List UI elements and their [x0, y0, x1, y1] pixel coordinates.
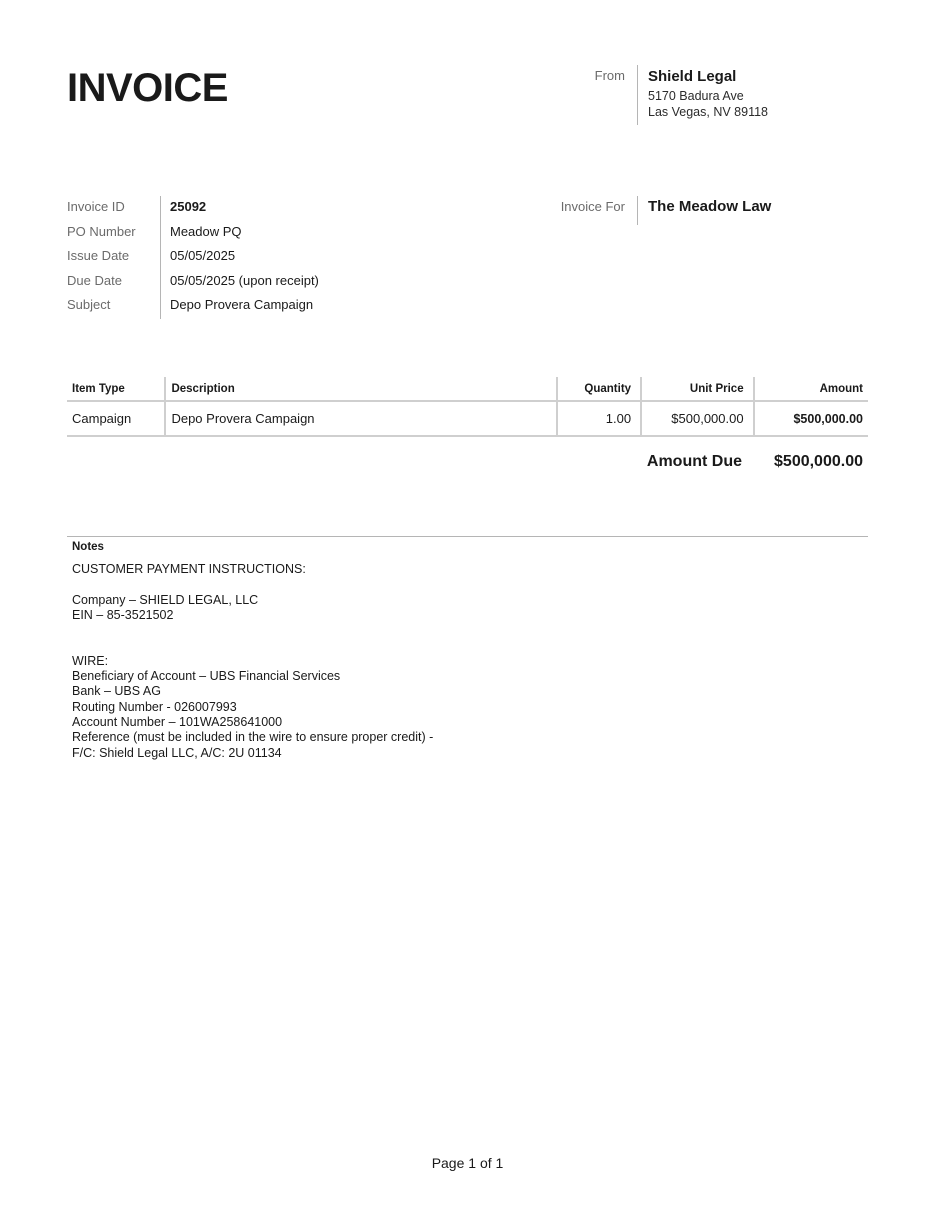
table-header-row: [67, 377, 868, 401]
invoice-for-label: Invoice For: [560, 199, 625, 214]
notes-line: [72, 577, 433, 592]
table-row: [67, 401, 868, 436]
recipient-name: The Meadow Law: [648, 198, 772, 215]
notes-title: Notes: [72, 541, 104, 553]
due-date-value: 05/05/2025 (upon receipt): [170, 272, 319, 288]
invoice-for-divider: [637, 196, 638, 225]
meta-divider: [160, 196, 161, 319]
invoice-id-value: 25092: [170, 199, 207, 214]
amount-due-value: $500,000.00: [774, 453, 863, 470]
notes-line: Beneficiary of Account – UBS Financial Services: [72, 669, 341, 684]
po-number-label: PO Number: [67, 223, 136, 239]
sender-address: [648, 88, 768, 120]
notes-line: CUSTOMER PAYMENT INSTRUCTIONS:: [72, 562, 306, 576]
po-number-value: Meadow PQ: [170, 223, 242, 239]
header-description: Description: [165, 377, 557, 401]
cell-quantity: 1.00: [557, 401, 641, 436]
line-items-table: [67, 377, 868, 437]
invoice-meta-labels: [67, 199, 136, 322]
subject-label: Subject: [67, 297, 111, 313]
due-date-label: Due Date: [67, 272, 122, 288]
notes-line: F/C: Shield Legal LLC, A/C: 2U 01134: [72, 745, 282, 760]
issue-date-label: Issue Date: [67, 248, 130, 264]
amount-due-label: Amount Due: [646, 453, 742, 470]
header-quantity: Quantity: [557, 377, 641, 401]
invoice-meta-values: [170, 199, 319, 322]
invoice-id-label: Invoice ID: [67, 199, 125, 214]
header-amount: Amount: [754, 377, 868, 401]
page-indicator: Page 1 of 1: [431, 1155, 504, 1171]
notes-line: Routing Number - 026007993: [72, 699, 237, 714]
notes-line: Account Number – 101WA258641000: [72, 714, 283, 729]
sender-address-line2: Las Vegas, NV 89118: [648, 105, 768, 119]
header-item-type: Item Type: [67, 377, 165, 401]
cell-item-type: Campaign: [67, 401, 165, 436]
notes-line: [72, 638, 433, 653]
cell-unit-price: $500,000.00: [641, 401, 754, 436]
issue-date-value: 05/05/2025: [170, 248, 236, 264]
sender-address-line1: 5170 Badura Ave: [648, 89, 744, 103]
subject-value: Depo Provera Campaign: [170, 297, 314, 313]
header-unit-price: Unit Price: [641, 377, 754, 401]
from-divider: [637, 65, 638, 125]
notes-line: WIRE:: [72, 653, 109, 668]
cell-description: Depo Provera Campaign: [165, 401, 557, 436]
cell-amount: $500,000.00: [754, 401, 868, 436]
from-label: From: [594, 68, 625, 83]
notes-line: Company – SHIELD LEGAL, LLC: [72, 592, 259, 607]
sender-name: Shield Legal: [648, 68, 737, 85]
notes-line: Reference (must be included in the wire to ensure proper credit) -: [72, 730, 434, 745]
notes-line: Bank – UBS AG: [72, 684, 161, 699]
notes-divider: [67, 536, 868, 537]
notes-body: [72, 562, 433, 761]
notes-line: [72, 623, 433, 638]
notes-line: EIN – 85-3521502: [72, 607, 174, 622]
invoice-title: INVOICE: [67, 66, 228, 110]
